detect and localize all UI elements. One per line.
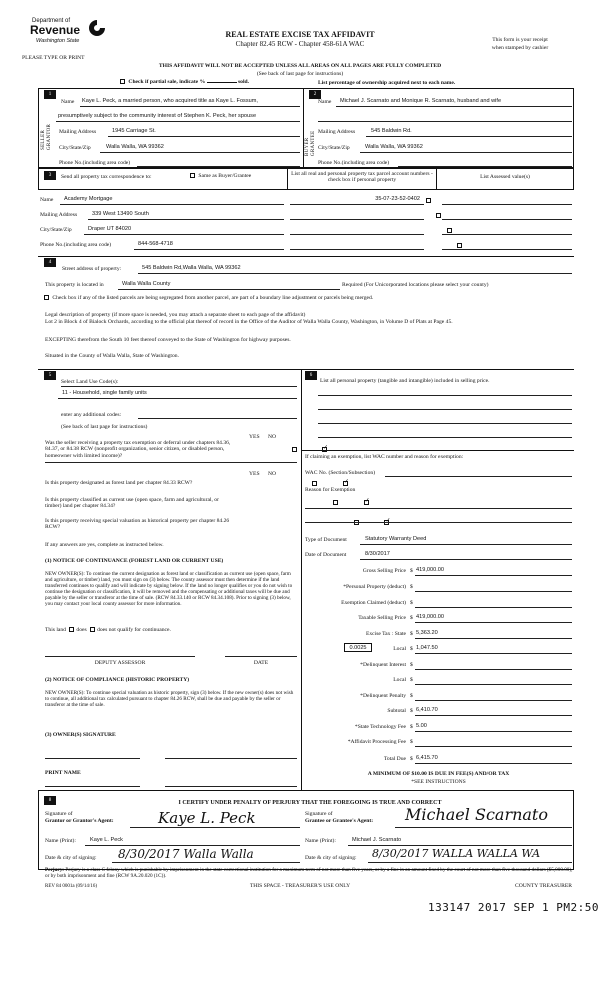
buyer-name-label: Name xyxy=(318,99,332,105)
legal-desc-1: Lot 2 in Block 4 of Bialock Orchards, according to the official plat thereof of record in the Office of the Auditor of Walla Walla County, Washington, in Volume D of Plats at Page 45. xyxy=(45,319,453,325)
tech-dollar: $ xyxy=(410,724,413,730)
section-5-number: 5 xyxy=(44,371,56,380)
grantee-sig-label-1: Signature of xyxy=(305,811,333,817)
doc-date-label: Date of Document xyxy=(305,552,347,558)
personal-dollar: $ xyxy=(410,584,413,590)
not-accepted-warning: THIS AFFIDAVIT WILL NOT BE ACCEPTED UNLESS ALL AREAS ON ALL PAGES ARE FULLY COMPLETED xyxy=(158,63,442,69)
question-4: Is this property receiving special valuation as historical property per chapter 84.26 RCW? xyxy=(45,518,230,531)
grantee-signature[interactable]: Michael Scarnato xyxy=(405,805,548,824)
seller-side-label: SELLER GRANTOR xyxy=(41,123,52,150)
parcel-1-checkbox[interactable] xyxy=(426,198,431,203)
total-due-value[interactable]: 6,415.70 xyxy=(416,755,438,761)
street-address[interactable]: 545 Baldwin Rd,Walla Walla, WA 99362 xyxy=(142,265,241,271)
additional-codes-label: enter any additional codes: xyxy=(61,412,122,418)
corr-mailing[interactable]: 339 West 13490 South xyxy=(92,211,149,217)
local-dollar: $ xyxy=(410,646,413,652)
corr-mailing-label: Mailing Address xyxy=(40,212,78,218)
seller-city-label: City/State/Zip xyxy=(59,145,91,151)
q3-yes-checkbox[interactable] xyxy=(333,500,338,505)
grantee-date-label: Date & city of signing: xyxy=(305,855,357,861)
seller-name-label: Name xyxy=(61,99,75,105)
buyer-name[interactable]: Michael J. Scarnato and Monique R. Scarnato, husband and wife xyxy=(340,98,502,104)
exemption-label: If claiming an exemption, list WAC number and reason for exemption: xyxy=(305,454,464,460)
q3-no-checkbox[interactable] xyxy=(364,500,369,505)
deputy-date-label: DATE xyxy=(253,660,269,666)
seller-name[interactable]: Kaye L. Peck, a married person, who acquired title as Kaye L. Fossum, xyxy=(82,98,258,104)
partial-sale-label: Check if partial sale, indicate % xyxy=(128,79,206,85)
excise-dollar: $ xyxy=(410,631,413,637)
logo-washington: Washington State xyxy=(36,38,80,44)
grantee-sig-label-2: Grantee or Grantee's Agent: xyxy=(305,818,374,824)
this-land-row xyxy=(45,627,171,633)
revenue-swirl-icon xyxy=(88,19,106,37)
delinquent-interest-label: *Delinquent Interest xyxy=(360,662,406,668)
subtotal-dollar: $ xyxy=(410,708,413,714)
located-label: This property is located in xyxy=(45,282,104,288)
gross-label: Gross Selling Price xyxy=(362,568,406,574)
grantor-print-name[interactable]: Kaye L. Peck xyxy=(90,837,123,843)
receipt-note-2: when stamped by cashier xyxy=(491,45,549,51)
logo-department: Department of xyxy=(32,18,71,24)
buyer-city[interactable]: Walla Walla, WA 99362 xyxy=(365,144,423,150)
county-treasurer-label: COUNTY TREASURER xyxy=(514,883,572,889)
yes-header-1: YES xyxy=(249,434,260,440)
form-title: REAL ESTATE EXCISE TAX AFFIDAVIT xyxy=(225,30,375,39)
seller-name-continued[interactable]: presumptively subject to the community interest of Stephen K. Peck, her spouse xyxy=(58,113,257,119)
yes-header-2: YES xyxy=(249,471,260,477)
q2-no-checkbox[interactable] xyxy=(343,481,348,486)
same-as-buyer-label: Same as Buyer/Grantee xyxy=(198,173,252,179)
parcel-4-checkbox[interactable] xyxy=(457,243,462,248)
question-3: Is this property classified as current use (open space, farm and agricultural, or timber) land per chapter 84.34? xyxy=(45,497,219,510)
buyer-side-label: BUYER GRANTEE xyxy=(305,130,316,156)
same-as-buyer-row xyxy=(188,173,251,179)
tax-correspondence-label: Send all property tax correspondence to: xyxy=(61,174,152,180)
corr-name-label: Name xyxy=(40,197,54,203)
question-2: Is this property designated as forest land per chapter 84.33 RCW? xyxy=(45,480,193,486)
continuance-title: (1) NOTICE OF CONTINUANCE (FOREST LAND OR CURRENT USE) xyxy=(45,558,224,564)
section-6-number: 6 xyxy=(305,371,317,380)
revision-code: REV 84 0001a (09/14/16) xyxy=(45,884,97,889)
segregated-row xyxy=(42,295,373,301)
corr-phone[interactable]: 844-568-4718 xyxy=(138,241,173,247)
grantee-print-name[interactable]: Michael J. Scarnato xyxy=(352,837,402,843)
grantor-sig-label-2: Grantor or Grantor's Agent: xyxy=(45,818,114,824)
partial-sale-row xyxy=(118,79,318,85)
seller-mailing-label: Mailing Address xyxy=(59,129,97,135)
grantor-date-label: Date & city of signing: xyxy=(45,855,97,861)
reason-label: Reason for Exemption xyxy=(305,487,356,493)
tech-fee-value[interactable]: 5.00 xyxy=(416,723,427,729)
excise-label: Excise Tax : State xyxy=(365,631,406,637)
see-back-note: (See back of last page for instructions) xyxy=(256,71,344,77)
perjury-label: Perjury: xyxy=(45,867,65,873)
subtotal-value[interactable]: 6,410.70 xyxy=(416,707,438,713)
assessed-value-header: List Assessed value(s) xyxy=(480,174,530,180)
grantor-sig-label-1: Signature of xyxy=(45,811,73,817)
taxable-label: Taxable Selling Price xyxy=(358,615,406,621)
grantor-print-label: Name (Print): xyxy=(45,838,76,844)
see-instructions-note: *SEE INSTRUCTIONS xyxy=(411,779,466,785)
subtotal-label: Subtotal xyxy=(387,708,406,714)
corr-city[interactable]: Draper UT 84020 xyxy=(88,226,132,232)
legal-desc-3: Situated in the County of Walla Walla, State of Washington. xyxy=(45,353,179,359)
q1-yes-checkbox[interactable] xyxy=(292,447,297,452)
taxable-dollar: $ xyxy=(410,615,413,621)
buyer-mailing[interactable]: 545 Baldwin Rd. xyxy=(371,128,412,134)
gross-value[interactable]: 419,000.00 xyxy=(416,567,444,573)
sold-label: sold. xyxy=(237,79,250,85)
does-label: does xyxy=(76,627,87,633)
section-2-number: 2 xyxy=(309,90,321,99)
partial-sale-checkbox[interactable] xyxy=(120,79,125,84)
affidavit-dollar: $ xyxy=(410,739,413,745)
seller-mailing[interactable]: 1945 Carriage St. xyxy=(112,128,156,134)
section-8-number: 8 xyxy=(44,796,56,805)
does-checkbox[interactable] xyxy=(69,627,74,632)
delinquent-dollar: $ xyxy=(410,662,413,668)
no-header-1: NO xyxy=(268,434,277,440)
segregated-label: Check box if any of the listed parcels are being segregated from another parcel, are part of a boundary line adjustment or parcels being merged. xyxy=(52,295,374,301)
treasurer-only-note: THIS SPACE - TREASURER'S USE ONLY xyxy=(249,883,351,889)
land-use-label: Select Land Use Code(s): xyxy=(61,379,119,385)
seller-city[interactable]: Walla Walla, WA 99362 xyxy=(106,144,164,150)
seller-phone-label: Phone No.(including area code) xyxy=(59,160,131,166)
question-1: Was the seller receiving a property tax exemption or deferral under chapters 84.36, 84.37, or 84.38 RCW (nonprofit organization, senior citizen, or disabled person, homeowner with limited income)? xyxy=(45,440,231,459)
doc-type[interactable]: Statutory Warranty Deed xyxy=(365,536,427,542)
excise-value[interactable]: 5,363.20 xyxy=(416,630,438,636)
section-4-number: 4 xyxy=(44,258,56,267)
local-label: Local xyxy=(393,646,406,652)
parcel-3-checkbox[interactable] xyxy=(447,228,452,233)
personal-property-label: List all personal property (tangible and intangible) included in selling price. xyxy=(320,378,490,384)
owner-signature-label: (3) OWNER(S) SIGNATURE xyxy=(45,732,116,738)
taxable-value[interactable]: 419,000.00 xyxy=(416,614,444,620)
penalty-label: *Delinquent Penalty xyxy=(360,693,406,699)
does-not-label: does not xyxy=(97,627,116,633)
personal-prop-label: *Personal Property (deduct) xyxy=(343,584,406,590)
no-header-2: NO xyxy=(268,471,277,477)
grantor-signature[interactable]: Kaye L. Peck xyxy=(158,809,256,827)
grantor-date-city[interactable]: 8/30/2017 Walla Walla xyxy=(118,847,254,861)
buyer-phone-label: Phone No.(including area code) xyxy=(318,160,390,166)
delinquent-local-label: Local xyxy=(393,677,406,683)
segregated-checkbox[interactable] xyxy=(44,295,49,300)
legal-desc-label: Legal description of property (if more space is needed, you may attach a separate sheet to each page of the affidavit) xyxy=(45,312,306,318)
perjury-row xyxy=(45,868,573,880)
parcel-2-checkbox[interactable] xyxy=(436,213,441,218)
certify-statement: I CERTIFY UNDER PENALTY OF PERJURY THAT THE FOREGOING IS TRUE AND CORRECT xyxy=(178,800,442,806)
recording-stamp: 133147 2017 SEP 1 PM2:50 xyxy=(428,901,599,914)
receipt-note-1: This form is your receipt xyxy=(492,37,548,43)
parcel-header: List all real and personal property tax parcel account numbers - check box if personal property xyxy=(291,171,433,184)
print-note: PLEASE TYPE OR PRINT xyxy=(22,55,85,61)
total-dollar: $ xyxy=(410,756,413,762)
delinquent-local-dollar: $ xyxy=(410,677,413,683)
affidavit-fee-label: *Affidavit Processing Fee xyxy=(347,739,406,745)
minimum-fee-note: A MINIMUM OF $10.00 IS DUE IN FEE(S) AND/OR TAX xyxy=(367,771,510,777)
doc-type-label: Type of Document xyxy=(305,537,347,543)
this-land-label: This land xyxy=(45,627,66,633)
does-not-checkbox[interactable] xyxy=(90,627,95,632)
same-as-buyer-checkbox[interactable] xyxy=(190,173,195,178)
print-name-label: PRINT NAME xyxy=(45,770,81,776)
tech-fee-label: *State Technology Fee xyxy=(354,724,406,730)
penalty-dollar: $ xyxy=(410,693,413,699)
doc-date[interactable]: 8/30/2017 xyxy=(365,551,390,557)
q2-yes-checkbox[interactable] xyxy=(312,481,317,486)
form-subtitle: Chapter 82.45 RCW - Chapter 458-61A WAC xyxy=(235,40,365,48)
located-county[interactable]: Walla Walla County xyxy=(122,281,171,287)
exempt-dollar: $ xyxy=(410,600,413,606)
if-yes-note: If any answers are yes, complete as instructed below. xyxy=(45,542,164,548)
exemption-claimed-label: Exemption Claimed (deduct) xyxy=(341,600,406,606)
continuance-text: NEW OWNER(S): To continue the current designation as forest land or classification as current use (open space, farm and agriculture, or timber) land, you must sign on (3) below. The county assessor must then determine if the land transferred continues to qualify and will indicate by signing below. If the land no longer qualifies or you do not wish to continue the designation or classification, it will be removed and the compensating or additional taxes will be due and payable by the seller or transferor at the time of sale. (RCW 84.33.140 or RCW 84.34.108). Prior to signing (3) below, you may contact your local county assessor for more information. xyxy=(45,571,293,607)
logo-revenue: Revenue xyxy=(30,23,81,37)
total-due-label: Total Due xyxy=(383,756,406,762)
ownership-note: List percentage of ownership acquired next to each name. xyxy=(318,80,456,86)
buyer-city-label: City/State/Zip xyxy=(318,145,350,151)
deputy-assessor-label: DEPUTY ASSESSOR xyxy=(94,660,146,666)
land-use-code[interactable]: 11 - Household, single family units xyxy=(62,390,147,396)
corr-phone-label: Phone No.(including area code) xyxy=(40,242,112,248)
historic-text: NEW OWNER(S): To continue special valuation as historic property, sign (3) below. If the new owner(s) does not wish to continue, all additional tax calculated pursuant to chapter 84.26 RCW, shall be due and payable by the seller or transferor at the time of sale. xyxy=(45,690,294,708)
grantee-print-label: Name (Print): xyxy=(305,838,336,844)
grantee-date-city[interactable]: 8/30/2017 WALLA WALLA WA xyxy=(372,847,541,860)
required-note: Required (For Unicorporated locations please select your county) xyxy=(342,282,489,288)
historic-title: (2) NOTICE OF COMPLIANCE (HISTORIC PROPERTY) xyxy=(45,677,190,683)
buyer-mailing-label: Mailing Address xyxy=(318,129,356,135)
perjury-text: Perjury is a class C felony which is punishable by imprisonment in the state correctional institution for a maximum term of not more than five years, or by a fine in an amount fixed by the court of not more than five thousand dollars ($5,000.00), or by both imprisonment and fine (RCW 9A.20.020 (1C)). xyxy=(45,867,573,879)
wac-label: WAC No. (Section/Subsection) xyxy=(305,470,376,476)
agency-logo xyxy=(22,18,112,48)
gross-dollar: $ xyxy=(410,568,413,574)
legal-desc-2: EXCEPTING therefrom the South 10 feet thereof conveyed to the State of Washington for highway purposes. xyxy=(45,337,291,343)
local-rate[interactable]: 0.0025 xyxy=(344,643,372,652)
parcel-number-1[interactable]: 35-07-23-52-0402 xyxy=(375,196,420,202)
see-back-5: (See back of last page for instructions) xyxy=(61,424,148,430)
corr-name[interactable]: Academy Mortgage xyxy=(64,196,113,202)
section-3-number: 3 xyxy=(44,171,56,180)
corr-city-label: City/State/Zip xyxy=(40,227,72,233)
street-address-label: Street address of property: xyxy=(62,266,122,272)
qualify-label: qualify for continuance. xyxy=(117,627,171,633)
section-1-number: 1 xyxy=(44,90,56,99)
local-value[interactable]: 1,047.50 xyxy=(416,645,438,651)
